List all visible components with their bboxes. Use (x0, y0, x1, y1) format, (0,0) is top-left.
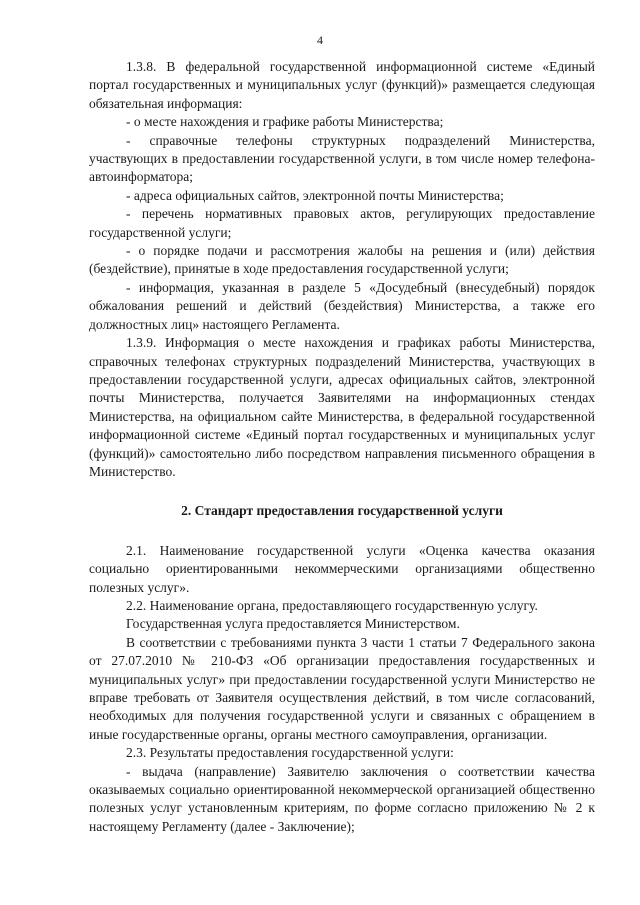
list-item-complaints: - о порядке подачи и рассмотрения жалобы на решения и (или) действия (бездействие), принятые в ходе предоставления государственной услуги; (89, 243, 595, 277)
paragraph-2-2: 2.2. Наименование органа, предоставляющего государственную услугу. (126, 597, 538, 613)
list-item-legal-acts: - перечень нормативных правовых актов, регулирующих предоставление государственной услуги; (89, 206, 595, 240)
list-item-location: - о месте нахождения и графике работы Министерства; (126, 114, 444, 130)
paragraph-2-3: 2.3. Результаты предоставления государственной услуги: (126, 745, 454, 761)
paragraph-provided-by: Государственная услуга предоставляется Министерством. (126, 616, 460, 632)
paragraph-1-3-9: 1.3.9. Информация о месте нахождения и графиках работы Министерства, справочных телефонах структурных подразделений Министерства, участвующих в предоставлении государственной услуги, адресах официальных сайтов, электронной почты Министерства, получается Заявителями на информационных стендах Министерства, на официальном сайте Министерства, в федеральной государственной информационной системе «Единый портал государственных и муниципальных услуг (функций)» самостоятельно либо посредством направления письменного обращения в Министерство. (89, 335, 595, 479)
list-item-conclusion: - выдача (направление) Заявителю заключения о соответствии качества оказываемых социально ориентированной некоммерческой организацией общественно полезных услуг установленным критериям, по форме согласно приложению № 2 к настоящему Регламенту (далее - Заключение); (89, 763, 595, 834)
page-number: 4 (317, 33, 323, 47)
list-item-websites: - адреса официальных сайтов, электронной почты Министерства; (126, 187, 504, 203)
section-heading: 2. Стандарт предоставления государственной услуги (181, 503, 503, 519)
paragraph-1-3-8: 1.3.8. В федеральной государственной информационной системе «Единый портал государственных и муниципальных услуг (функций)» размещается следующая обязательная информация: (89, 59, 595, 111)
paragraph-2-1: 2.1. Наименование государственной услуги «Оценка качества оказания социально ориентированными некоммерческими организациями общественно полезных услуг». (89, 542, 595, 595)
paragraph-law-reference: В соответствии с требованиями пункта 3 части 1 статьи 7 Федерального закона от 27.07.2010 № 210-ФЗ «Об организации предоставления государственных и муниципальных услуг» при предоставлении государственной услуги Министерство не вправе требовать от Заявителя осуществления действий, в том числе согласований, необходимых для получения государственной услуги и связанных с обращением в иные государственные органы, органы местного самоуправления, организации. (89, 634, 595, 742)
list-item-section-5: - информация, указанная в разделе 5 «Досудебный (внесудебный) порядок обжалования решений и действий (бездействия) Министерства, а также его должностных лиц» настоящего Регламента. (89, 279, 595, 332)
document-body (89, 58, 595, 836)
list-item-phones: - справочные телефоны структурных подразделений Министерства, участвующих в предоставлении государственной услуги, в том числе номер телефона-автоинформатора; (89, 132, 595, 185)
